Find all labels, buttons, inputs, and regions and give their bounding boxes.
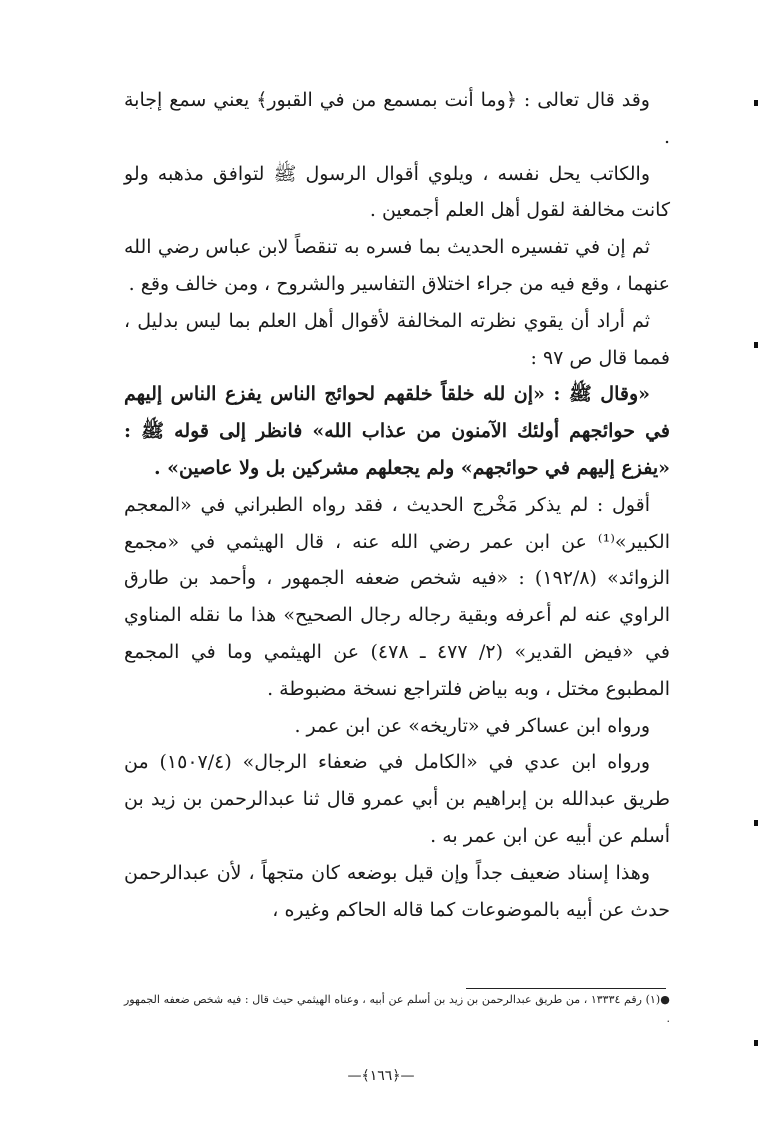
paragraph-8: ورواه ابن عدي في «الكامل في ضعفاء الرجال» (١٥٠٧/٤) من طريق عبدالله بن إبراهيم بن أبي عمرو قال ثنا عبدالرحمن بن زيد بن أسلم عن أبيه عن ابن عمر به . (124, 751, 670, 847)
paragraph-4: ثم أراد أن يقوي نظرته المخالفة لأقوال أهل العلم بما ليس بدليل ، فمما قال ص ٩٧ : (124, 309, 670, 369)
paragraph-3: ثم إن في تفسيره الحديث بما فسره به تنقصاً لابن عباس رضي الله عنهما ، وقع فيه من جراء اختلاق التفاسير والشروح ، ومن خالف وقع . (124, 236, 670, 295)
paragraph-9: وهذا إسناد ضعيف جداً وإن قيل بوضعه كان متجهاً ، لأن عبدالرحمن حدث عن أبيه بالموضوعات كما قاله الحاكم وغيره ، (124, 861, 670, 921)
margin-mark (754, 1040, 758, 1046)
paragraph-2: والكاتب يحل نفسه ، ويلوي أقوال الرسول ﷺ لتوافق مذهبه ولو كانت مخالفة لقول أهل العلم أجمعين . (124, 162, 670, 222)
margin-mark (754, 100, 758, 106)
paragraph-6: أقول : لم يذكر مَخْرج الحديث ، فقد رواه الطبراني في «المعجم الكبير»⁽¹⁾ عن ابن عمر رضي الله عنه ، قال الهيثمي في «مجمع الزوائد» (١٩٢/٨) : «فيه شخص ضعفه الجمهور ، وأحمد بن طارق الراوي عنه لم أعرفه وبقية رجاله رجال الصحيح» هذا ما نقله المناوي في «فيض القدير» (٢/ ٤٧٧ ـ ٤٧٨) عن الهيثمي وما في المجمع المطبوع مختل ، وبه بياض فلتراجع نسخة مضبوطة . (124, 493, 671, 700)
page-body (124, 82, 670, 928)
paragraph-7: ورواه ابن عساكر في «تاريخه» عن ابن عمر . (294, 714, 650, 737)
footnote: ●(١) رقم ١٣٣٣٤ ، من طريق عبدالرحمن بن زيد بن أسلم عن أبيه ، وعناه الهيثمي حيث قال : فيه شخص ضعفه الجمهور . (124, 993, 670, 1025)
margin-mark (754, 342, 758, 348)
footnote-separator (466, 988, 666, 989)
paragraph-1: وقد قال تعالى : ﴿وما أنت بمسمع من في القبور﴾ يعني سمع إجابة . (124, 89, 670, 148)
margin-mark (754, 820, 758, 826)
page-number: —﴿١٦٦﴾— (347, 1068, 415, 1084)
quoted-hadith-paragraph: «وقال ﷺ : «إن لله خلقاً خلقهم لحوائج الناس يفزع الناس إليهم في حوائجهم أولئك الآمنون من عذاب الله» فانظر إلى قوله ﷺ : «يفزع إليهم في حوائجهم» ولم يجعلهم مشركين بل ولا عاصين» . (124, 383, 670, 479)
